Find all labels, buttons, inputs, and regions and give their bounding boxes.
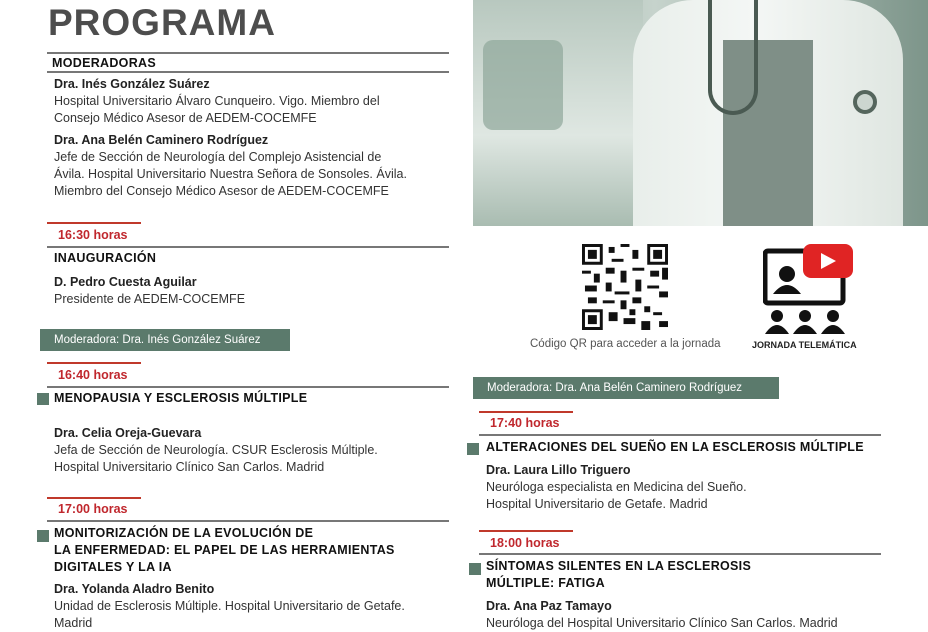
session-title: MONITORIZACIÓN DE LA EVOLUCIÓN DE: [54, 526, 314, 540]
divider: [47, 386, 449, 388]
session-title: LA ENFERMEDAD: EL PAPEL DE LAS HERRAMIENTAS: [54, 543, 395, 557]
divider: [479, 553, 881, 555]
person-name: Dra. Ana Paz Tamayo: [486, 599, 612, 613]
time-marker: [479, 530, 573, 532]
session-title: MENOPAUSIA Y ESCLEROSIS MÚLTIPLE: [54, 391, 308, 405]
online-event-icon: [763, 244, 855, 336]
divider: [47, 52, 449, 54]
time-label: 18:00 horas: [490, 536, 560, 550]
bullet-square-icon: [37, 393, 49, 405]
doctor-photo: [473, 0, 928, 226]
bullet-square-icon: [37, 530, 49, 542]
person-desc: Hospital Universitario Clínico San Carlos. Madrid: [54, 460, 325, 474]
time-label: 17:40 horas: [490, 416, 560, 430]
page-title: PROGRAMA: [48, 2, 276, 43]
time-marker: [47, 497, 141, 499]
session-title: SÍNTOMAS SILENTES EN LA ESCLEROSIS: [486, 559, 752, 573]
person-desc: Ávila. Hospital Universitario Nuestra Señora de Sonsoles. Ávila.: [54, 167, 407, 181]
time-label: 16:40 horas: [58, 368, 128, 382]
person-desc: Madrid: [54, 616, 93, 630]
time-marker: [47, 362, 141, 364]
telematica-label: JORNADA TELEMÁTICA: [752, 340, 857, 350]
qr-code-icon[interactable]: [582, 244, 668, 330]
divider: [47, 71, 449, 73]
person-desc: Consejo Médico Asesor de AEDEM-COCEMFE: [54, 111, 317, 125]
person-name: Dra. Yolanda Aladro Benito: [54, 582, 215, 596]
time-marker: [479, 411, 573, 413]
person-name: Dra. Laura Lillo Triguero: [486, 463, 631, 477]
session-title: MÚLTIPLE: FATIGA: [486, 576, 605, 590]
moderator-banner: Moderadora: Dra. Inés González Suárez: [40, 329, 290, 351]
person-name: Dra. Inés González Suárez: [54, 77, 210, 91]
person-desc: Presidente de AEDEM-COCEMFE: [54, 292, 246, 306]
bullet-square-icon: [467, 443, 479, 455]
divider: [47, 246, 449, 248]
moderadoras-label: MODERADORAS: [52, 56, 156, 70]
person-name: Dra. Celia Oreja-Guevara: [54, 426, 202, 440]
session-title: ALTERACIONES DEL SUEÑO EN LA ESCLEROSIS MÚLTIPLE: [486, 440, 864, 454]
session-title: INAUGURACIÓN: [54, 251, 157, 265]
qr-caption: Código QR para acceder a la jornada: [530, 338, 721, 350]
person-name: D. Pedro Cuesta Aguilar: [54, 275, 197, 289]
divider: [47, 520, 449, 522]
person-desc: Hospital Universitario de Getafe. Madrid: [486, 497, 708, 511]
person-name: Dra. Ana Belén Caminero Rodríguez: [54, 133, 269, 147]
person-desc: Miembro del Consejo Médico Asesor de AEDEM-COCEMFE: [54, 184, 389, 198]
divider: [479, 434, 881, 436]
bullet-square-icon: [469, 563, 481, 575]
time-label: 17:00 horas: [58, 502, 128, 516]
person-desc: Jefe de Sección de Neurología del Complejo Asistencial de: [54, 150, 382, 164]
person-desc: Hospital Universitario Álvaro Cunqueiro. Vigo. Miembro del: [54, 94, 380, 108]
session-title: DIGITALES Y LA IA: [54, 560, 172, 574]
person-desc: Jefa de Sección de Neurología. CSUR Esclerosis Múltiple.: [54, 443, 378, 457]
person-desc: Neuróloga del Hospital Universitario Clínico San Carlos. Madrid: [486, 616, 838, 630]
person-desc: Neuróloga especialista en Medicina del Sueño.: [486, 480, 747, 494]
person-desc: Unidad de Esclerosis Múltiple. Hospital Universitario de Getafe.: [54, 599, 405, 613]
time-marker: [47, 222, 141, 224]
time-label: 16:30 horas: [58, 228, 128, 242]
moderator-banner: Moderadora: Dra. Ana Belén Caminero Rodríguez: [473, 377, 779, 399]
moderator-list: [54, 76, 407, 200]
